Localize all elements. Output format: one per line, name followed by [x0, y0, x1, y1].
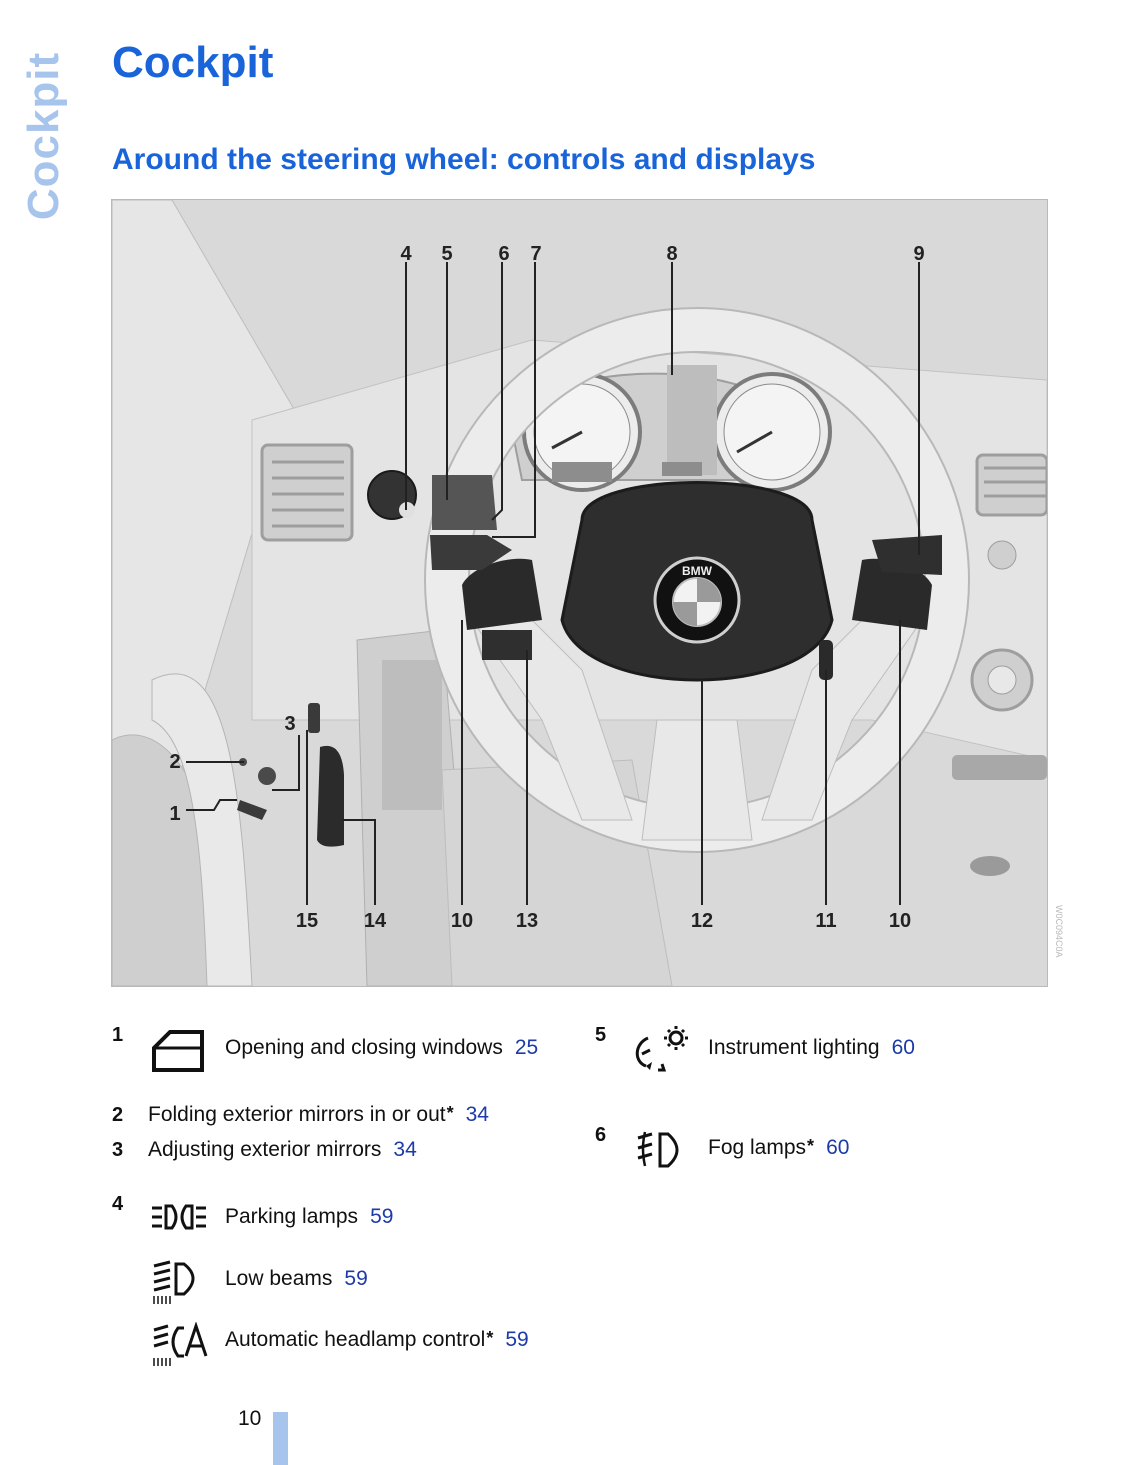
- callout-8: 8: [666, 243, 678, 265]
- cockpit-illustration: [111, 199, 1048, 987]
- optional-equipment-star: *: [807, 1136, 815, 1156]
- optional-equipment-star: *: [446, 1103, 454, 1123]
- fog-lamps-icon: [636, 1130, 690, 1170]
- entry-number: 6: [595, 1124, 607, 1146]
- entry-label: Parking lamps: [225, 1205, 359, 1228]
- entry-number: 2: [112, 1104, 124, 1126]
- entry-number: 3: [112, 1139, 124, 1161]
- callout-14: 14: [363, 910, 387, 932]
- page-reference[interactable]: 60: [826, 1136, 850, 1159]
- callout-12: 12: [690, 910, 714, 932]
- callout-11: 11: [815, 910, 837, 932]
- page-marker-bar: [273, 1412, 288, 1465]
- page-reference[interactable]: 34: [465, 1103, 489, 1126]
- section-title: Around the steering wheel: controls and displays: [112, 143, 816, 176]
- entry-adjust-mirrors: [148, 1138, 417, 1162]
- page-reference[interactable]: 59: [370, 1205, 394, 1228]
- optional-equipment-star: *: [486, 1328, 494, 1348]
- callout-5: 5: [441, 243, 453, 265]
- entry-windows: [225, 1036, 538, 1060]
- page-reference[interactable]: 34: [393, 1138, 417, 1161]
- entry-label: Opening and closing windows: [225, 1036, 503, 1059]
- window-icon: [150, 1026, 206, 1074]
- side-tab-label: Cockpit: [19, 51, 69, 220]
- entry-folding-mirrors: [148, 1103, 489, 1127]
- parking-lamps-icon: [150, 1202, 208, 1232]
- entry-label: Instrument lighting: [708, 1036, 880, 1059]
- callout-9: 9: [913, 243, 925, 265]
- callout-2: 2: [169, 751, 181, 773]
- entry-low-beams: [225, 1267, 368, 1291]
- entry-fog-lamps: [708, 1136, 849, 1160]
- page-reference[interactable]: 60: [891, 1036, 915, 1059]
- page-reference[interactable]: 59: [344, 1267, 368, 1290]
- page-title: Cockpit: [112, 38, 274, 87]
- instrument-lighting-icon: [632, 1024, 690, 1074]
- entry-instrument-lighting: [708, 1036, 915, 1060]
- page-reference[interactable]: 59: [505, 1328, 529, 1351]
- figure-code: W0C094C0A: [1054, 905, 1064, 958]
- callout-4: 4: [400, 243, 412, 265]
- entry-number: 5: [595, 1024, 607, 1046]
- callout-15: 15: [295, 910, 319, 932]
- side-tab: [14, 48, 74, 223]
- entry-number: 4: [112, 1193, 124, 1215]
- entry-parking-lamps: [225, 1205, 393, 1229]
- callout-7: 7: [530, 243, 542, 265]
- entry-label: Automatic headlamp control: [225, 1328, 486, 1351]
- bmw-badge-text: BMW: [682, 564, 712, 578]
- page-number: 10: [238, 1407, 262, 1430]
- entry-label: Folding exterior mirrors in or out: [148, 1103, 446, 1126]
- low-beams-icon: [150, 1260, 208, 1306]
- entry-label: Fog lamps: [708, 1136, 807, 1159]
- callout-10-right: 10: [888, 910, 912, 932]
- callout-3: 3: [284, 713, 296, 735]
- callout-13: 13: [515, 910, 539, 932]
- entry-auto-headlamp: [225, 1328, 529, 1352]
- callout-6: 6: [498, 243, 510, 265]
- auto-headlamp-icon: [150, 1322, 210, 1368]
- entry-label: Adjusting exterior mirrors: [148, 1138, 382, 1161]
- callout-10-left: 10: [450, 910, 474, 932]
- page-reference[interactable]: 25: [514, 1036, 539, 1059]
- entry-number: 1: [112, 1024, 124, 1046]
- entry-label: Low beams: [225, 1267, 333, 1290]
- callout-1: 1: [169, 803, 181, 825]
